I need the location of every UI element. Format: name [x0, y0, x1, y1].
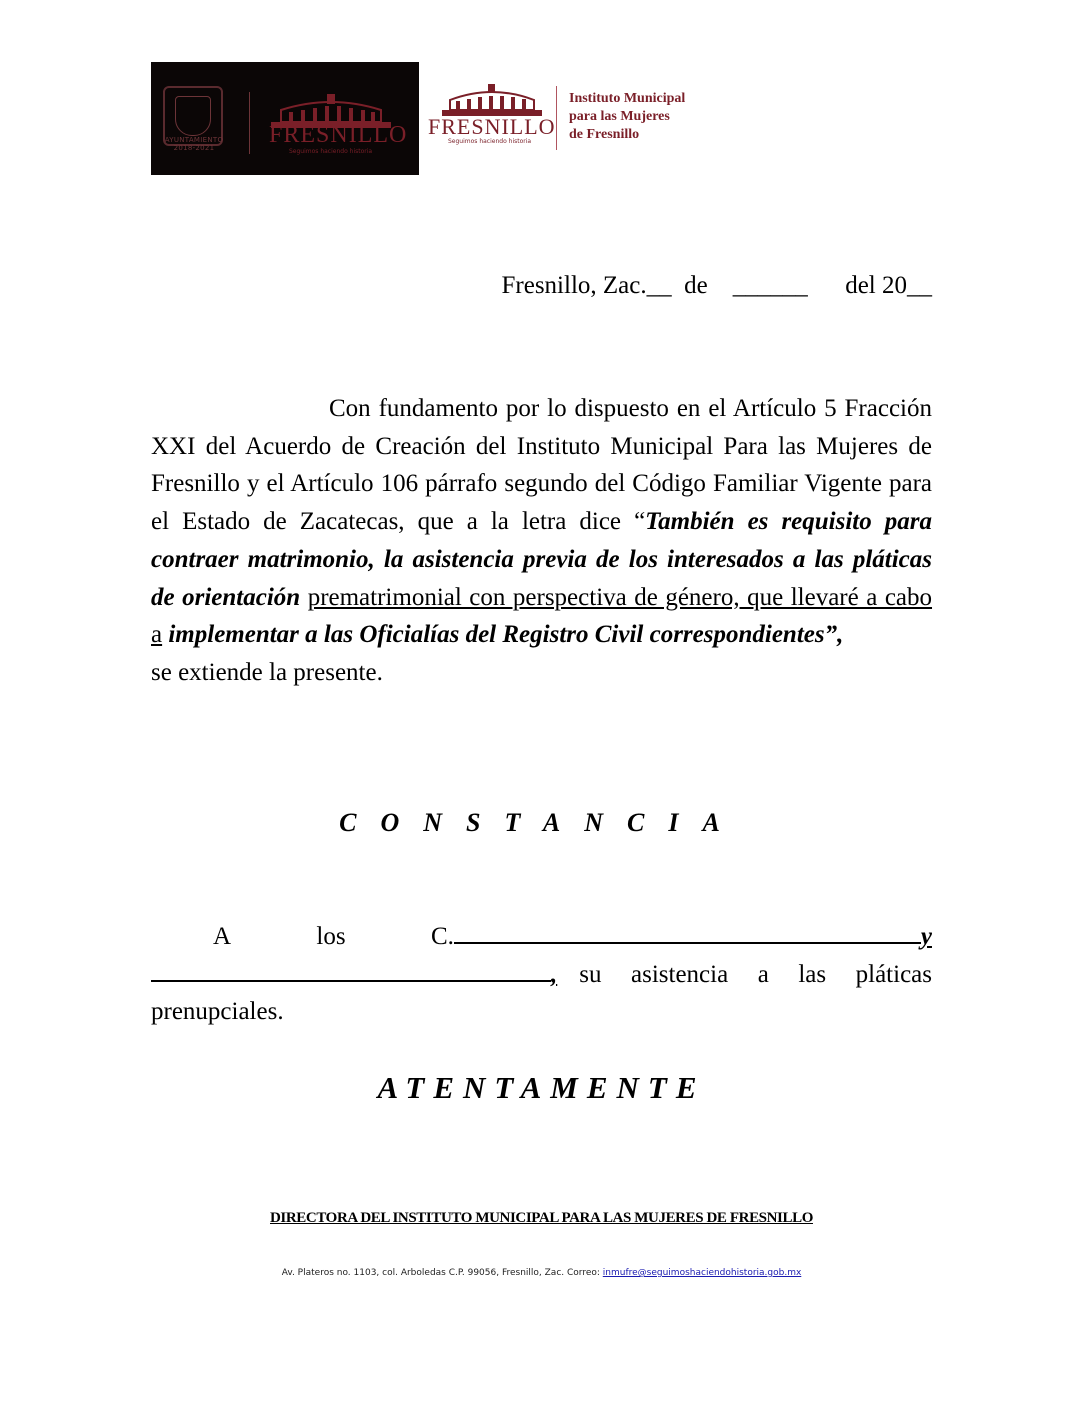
logo-divider: [556, 86, 557, 150]
legal-basis-paragraph: Con fundamento por lo dispuesto en el Artículo 5 Fracción XXI del Acuerdo de Creación del Instituto Municipal Para las Mujeres de Fresnillo y el Artículo 106 párrafo segundo del Código Familiar Vigente para el Estado de Zacatecas, que a la letra dice “También es requisito para contraer matrimonio, la asistencia previa de los interesados a las pláticas de orientación prematrimonial con perspectiva de género, que llevaré a cabo a implementar a las Oficialías del Registro Civil correspondientes”, se extiende la presente.: [151, 395, 933, 686]
quoted-article-text-end: implementar a las Oficialías del Registro Civil correspondientes”,: [168, 621, 844, 649]
institute-name: Instituto Municipal para las Mujeres de Fresnillo: [569, 91, 686, 142]
footer-address: Av. Plateros no. 1103, col. Arboledas C.P. 99056, Fresnillo, Zac. Correo: inmufre@seguimoshaciendohistoria.gob.mx: [281, 1268, 802, 1278]
atentamente-heading: ATENTAMENTE: [377, 1070, 706, 1105]
attendance-text: su asistencia a las pláticas: [579, 960, 932, 988]
logo-divider: [249, 92, 250, 154]
attendance-text-end: prenupciales.: [151, 998, 284, 1026]
date-line: Fresnillo, Zac.__ de ______ del 20__: [501, 272, 932, 299]
building-silhouette-icon: [442, 84, 542, 116]
quoted-article-text: También es requisito para contraer matrimonio, la asistencia previa de los interesados a las pláticas de orientación: [151, 508, 932, 611]
recipient-prefix-los: los: [316, 923, 346, 950]
recipient-name-blank-2[interactable]: [151, 958, 551, 982]
email-link[interactable]: inmufre@seguimoshaciendohistoria.gob.mx: [602, 1268, 802, 1278]
fresnillo-wordmark: FRESNILLO: [428, 114, 556, 139]
constancia-heading: CONSTANCIA: [339, 808, 744, 837]
municipal-logo-banner: [151, 62, 419, 175]
recipients-paragraph: A los C. y , su asistencia a las pláticas prenupciales.: [151, 918, 932, 1031]
seal-caption: AYUNTAMIENTO 2018-2021: [164, 136, 224, 152]
institute-logo-banner: [420, 70, 708, 174]
recipient-prefix-a: A: [213, 923, 232, 950]
quoted-article-text-underlined: prematrimonial con perspectiva de género, que llevaré a cabo a: [151, 583, 933, 649]
fresnillo-tagline: Seguimos haciendo historia: [448, 138, 532, 145]
fresnillo-wordmark: FRESNILLO: [269, 122, 408, 148]
signature-title: DIRECTORA DEL INSTITUTO MUNICIPAL PARA LAS MUJERES DE FRESNILLO: [270, 1210, 813, 1226]
recipient-conjunction: y: [920, 923, 932, 950]
recipient-prefix-c: C.: [430, 923, 454, 950]
recipient-name-blank-1[interactable]: [454, 920, 921, 944]
fresnillo-tagline: Seguimos haciendo historia: [289, 148, 373, 155]
